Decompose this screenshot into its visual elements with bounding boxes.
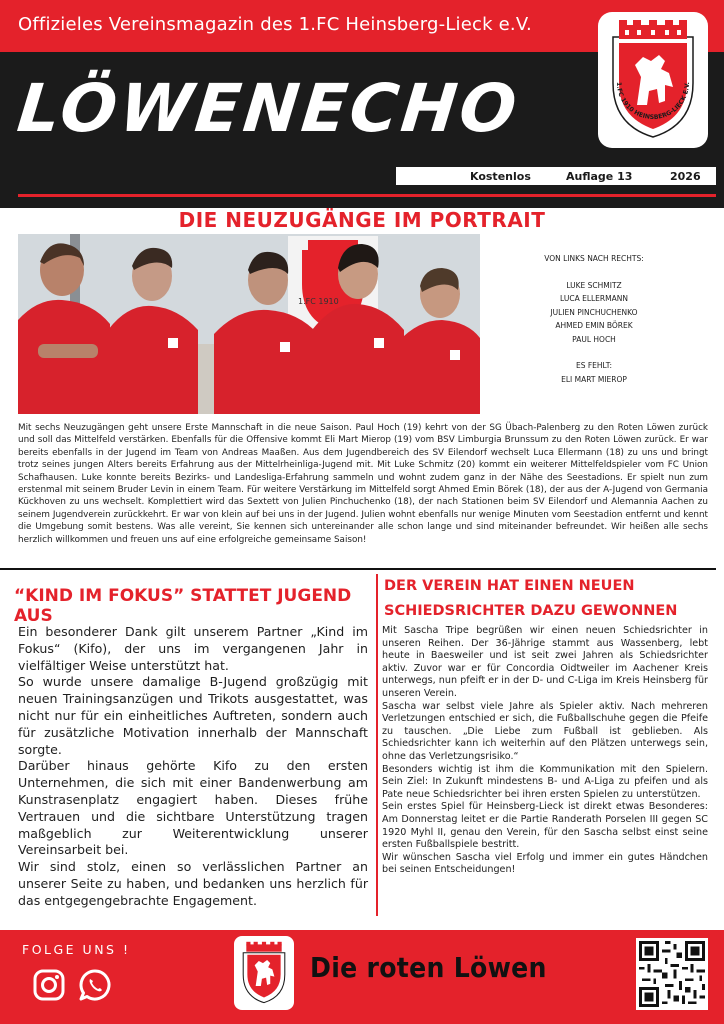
club-nickname: Die roten Löwen — [310, 951, 547, 984]
issue-info-bar — [396, 167, 716, 185]
kifo-paragraph: So wurde unsere damalige B-Jugend großzügig mit neuen Trainingsanzügen und Trikots ausgestattet, was nicht nur für ein einheitliches Auftreten, sondern auch für zusätzliche Motivation innerhalb der Mannschaft sorgte. — [18, 674, 368, 757]
section-divider — [0, 568, 716, 570]
lion-crest-icon — [603, 17, 703, 143]
caption-player: JULIEN PINCHUCHENKO — [550, 307, 638, 317]
referee-paragraph: Wir wünschen Sascha viel Erfolg und immer ein gutes Händchen bei seinen Entscheidungen! — [382, 851, 708, 876]
kifo-paragraph: Ein besonderer Dank gilt unserem Partner „Kind im Fokus“ (Kifo), der uns im vergangenen Jahr in vielfältiger Weise unterstützt hat. — [18, 624, 368, 673]
caption-player: LUCA ELLERMANN — [560, 294, 628, 303]
magazine-tagline: Offizieles Vereinsmagazin des 1.FC Heinsberg-Lieck e.V. — [18, 14, 532, 35]
whatsapp-icon[interactable] — [78, 968, 112, 1002]
magazine-title: LÖWENECHO — [13, 70, 523, 147]
referee-paragraph: Besonders wichtig ist ihm die Kommunikation mit den Spielern. Sein Ziel: In Zukunft mindestens B- und A-Liga zu pfeifen und als Pate neue Schiedsrichter bei ihren ersten Spielen zu unterstützen. — [382, 763, 708, 800]
photo-caption — [494, 252, 694, 386]
kifo-paragraph: Darüber hinaus gehörte Kifo zu den ersten Unternehmen, die sich mit einer Bandenwerbung am Kunstrasenplatz engagiert haben. Dieses frühe Vertrauen und die sichtbare Unterstützung tragen maßgeblich zur Weiterentwicklung unserer Vereinsarbeit bei. — [18, 758, 368, 858]
caption-missing-player: ELI MART MIEROP — [561, 374, 627, 384]
footer-crest — [234, 936, 294, 1010]
follow-us-label: FOLGE UNS ! — [22, 942, 131, 957]
qr-code-icon[interactable] — [636, 938, 708, 1010]
issue-number: Auflage 13 — [566, 169, 633, 183]
svg-text:1.FC 1910: 1.FC 1910 — [298, 297, 339, 306]
players-photo-illustration — [18, 234, 480, 414]
kifo-article — [18, 624, 368, 910]
lion-crest-icon — [238, 940, 290, 1006]
kifo-paragraph: Wir sind stolz, einen so verlässlichen Partner an unserer Seite zu haben, und bedanken uns herzlich für das entgegengebrachte Engagement. — [18, 859, 368, 908]
instagram-icon[interactable] — [32, 968, 66, 1002]
issue-year: 2026 — [670, 169, 701, 183]
caption-intro: VON LINKS NACH RECHTS: — [544, 254, 644, 263]
referee-article — [382, 625, 708, 877]
column-divider — [376, 574, 378, 916]
section-heading-new-players: DIE NEUZUGÄNGE IM PORTRAIT — [178, 208, 546, 232]
new-players-article: Mit sechs Neuzugängen geht unsere Erste Mannschaft in die neue Saison. Paul Hoch (19) kehrt von der SG Übach-Palenberg zu den Roten Löwen zurück und soll das Mittelfeld verstärken. Ebenfalls für die Offensive kommt Eli Mart Mierop (19) vom BSV Limburgia Brunssum zu den Roten Löwen zurück. Er war bereits ebenfalls in der Jugend im Team von Andreas Maaßen. Aus dem Jugendbereich des SV Eilendorf wechselt Luca Ellermann (18) zu uns und bringt trotz seines jungen Alters bereits Erfahrung aus der Mittelrheinliga-Jugend mit. Mit Luke Schmitz (20) kommt ein weiterer Mittelfeldspieler vom FC Union Schafhausen. Luke konnte bereits Bezirks- und Landesliga-Erfahrung sammeln und wohnt zudem ganz in der Nähe des Seestadions. Er spielt nun zum erstenmal mit seinem Bruder Levin in einem Team. Für weitere Verstärkung im Mittelfeld sorgt Ahmed Emin Börek (18), der aus der A-Jugend von Germania Kückhoven zu uns wechselt. Komplettiert wird das Sextett von Julien Pinchuchenko (18), der nach Stationen beim SV Eilendorf und Alemannia Aachen zu seinem Jugendverein zurückkehrt. Er war von klein auf bei uns in der Jugend. Julien wohnt ebenfalls nur wenige Minuten vom Seestadion entfernt und kennt die Umgebung somit bestens. Was alle vereint, Sie kennen sich untereinander alle schon lange und sind miteinander befreundet. Wir heißen alle sechs herzlich willkommen und freuen uns auf eine erfolgreiche gemeinsame Saison! — [18, 423, 708, 545]
caption-player: LUKE SCHMITZ — [566, 280, 622, 290]
header-divider — [18, 194, 716, 197]
caption-missing-label: ES FEHLT: — [575, 361, 612, 370]
referee-paragraph: Sascha war selbst viele Jahre als Spieler aktiv. Nach mehreren Verletzungen entschied er sich, die Fußballschuhe gegen die Pfeife zu tauschen. „Die Liebe zum Fußball ist geblieben. Als Schiedsrichter kann ich weiterhin auf den Plätzen unterwegs sein, ohne das Verletzungsrisiko.“ — [382, 700, 708, 762]
caption-player: AHMED EMIN BÖREK — [555, 321, 633, 330]
referee-paragraph: Sein erstes Spiel für Heinsberg-Lieck ist direkt etwas Besonderes: Am Donnerstag leitet er die Partie Randerath Porselen III gegen SC 1920 Myhl II, genau den Verein, für den Sascha selbst einst seine ersten Fußballspiele bestritt. — [382, 801, 708, 851]
club-crest — [598, 12, 708, 148]
section-heading-kifo: “KIND IM FOKUS” STATTET JUGEND AUS — [14, 586, 352, 626]
section-heading-referee: DER VEREIN HAT EINEN NEUEN SCHIEDSRICHTER DAZU GEWONNEN — [384, 578, 678, 619]
svg-text:1.FC 1910 HEINSBERG-LIECK E.V.: 1.FC 1910 HEINSBERG-LIECK E.V. — [614, 81, 692, 122]
team-photo — [18, 234, 480, 414]
price-label: Kostenlos — [470, 169, 531, 183]
caption-player: PAUL HOCH — [572, 334, 616, 344]
referee-paragraph: Mit Sascha Tripe begrüßen wir einen neuen Schiedsrichter in unseren Reihen. Der 36-Jährige stammt aus Wassenberg, lebt heute in Baesweiler und ist seit zwei Jahren als Schiedsrichter aktiv. Zuvor war er für Concordia Oidtweiler im Aachener Kreis unterwegs, nun pfeift er in der D- und C-Liga im Kreis Heinsberg für unseren Verein. — [382, 625, 708, 699]
